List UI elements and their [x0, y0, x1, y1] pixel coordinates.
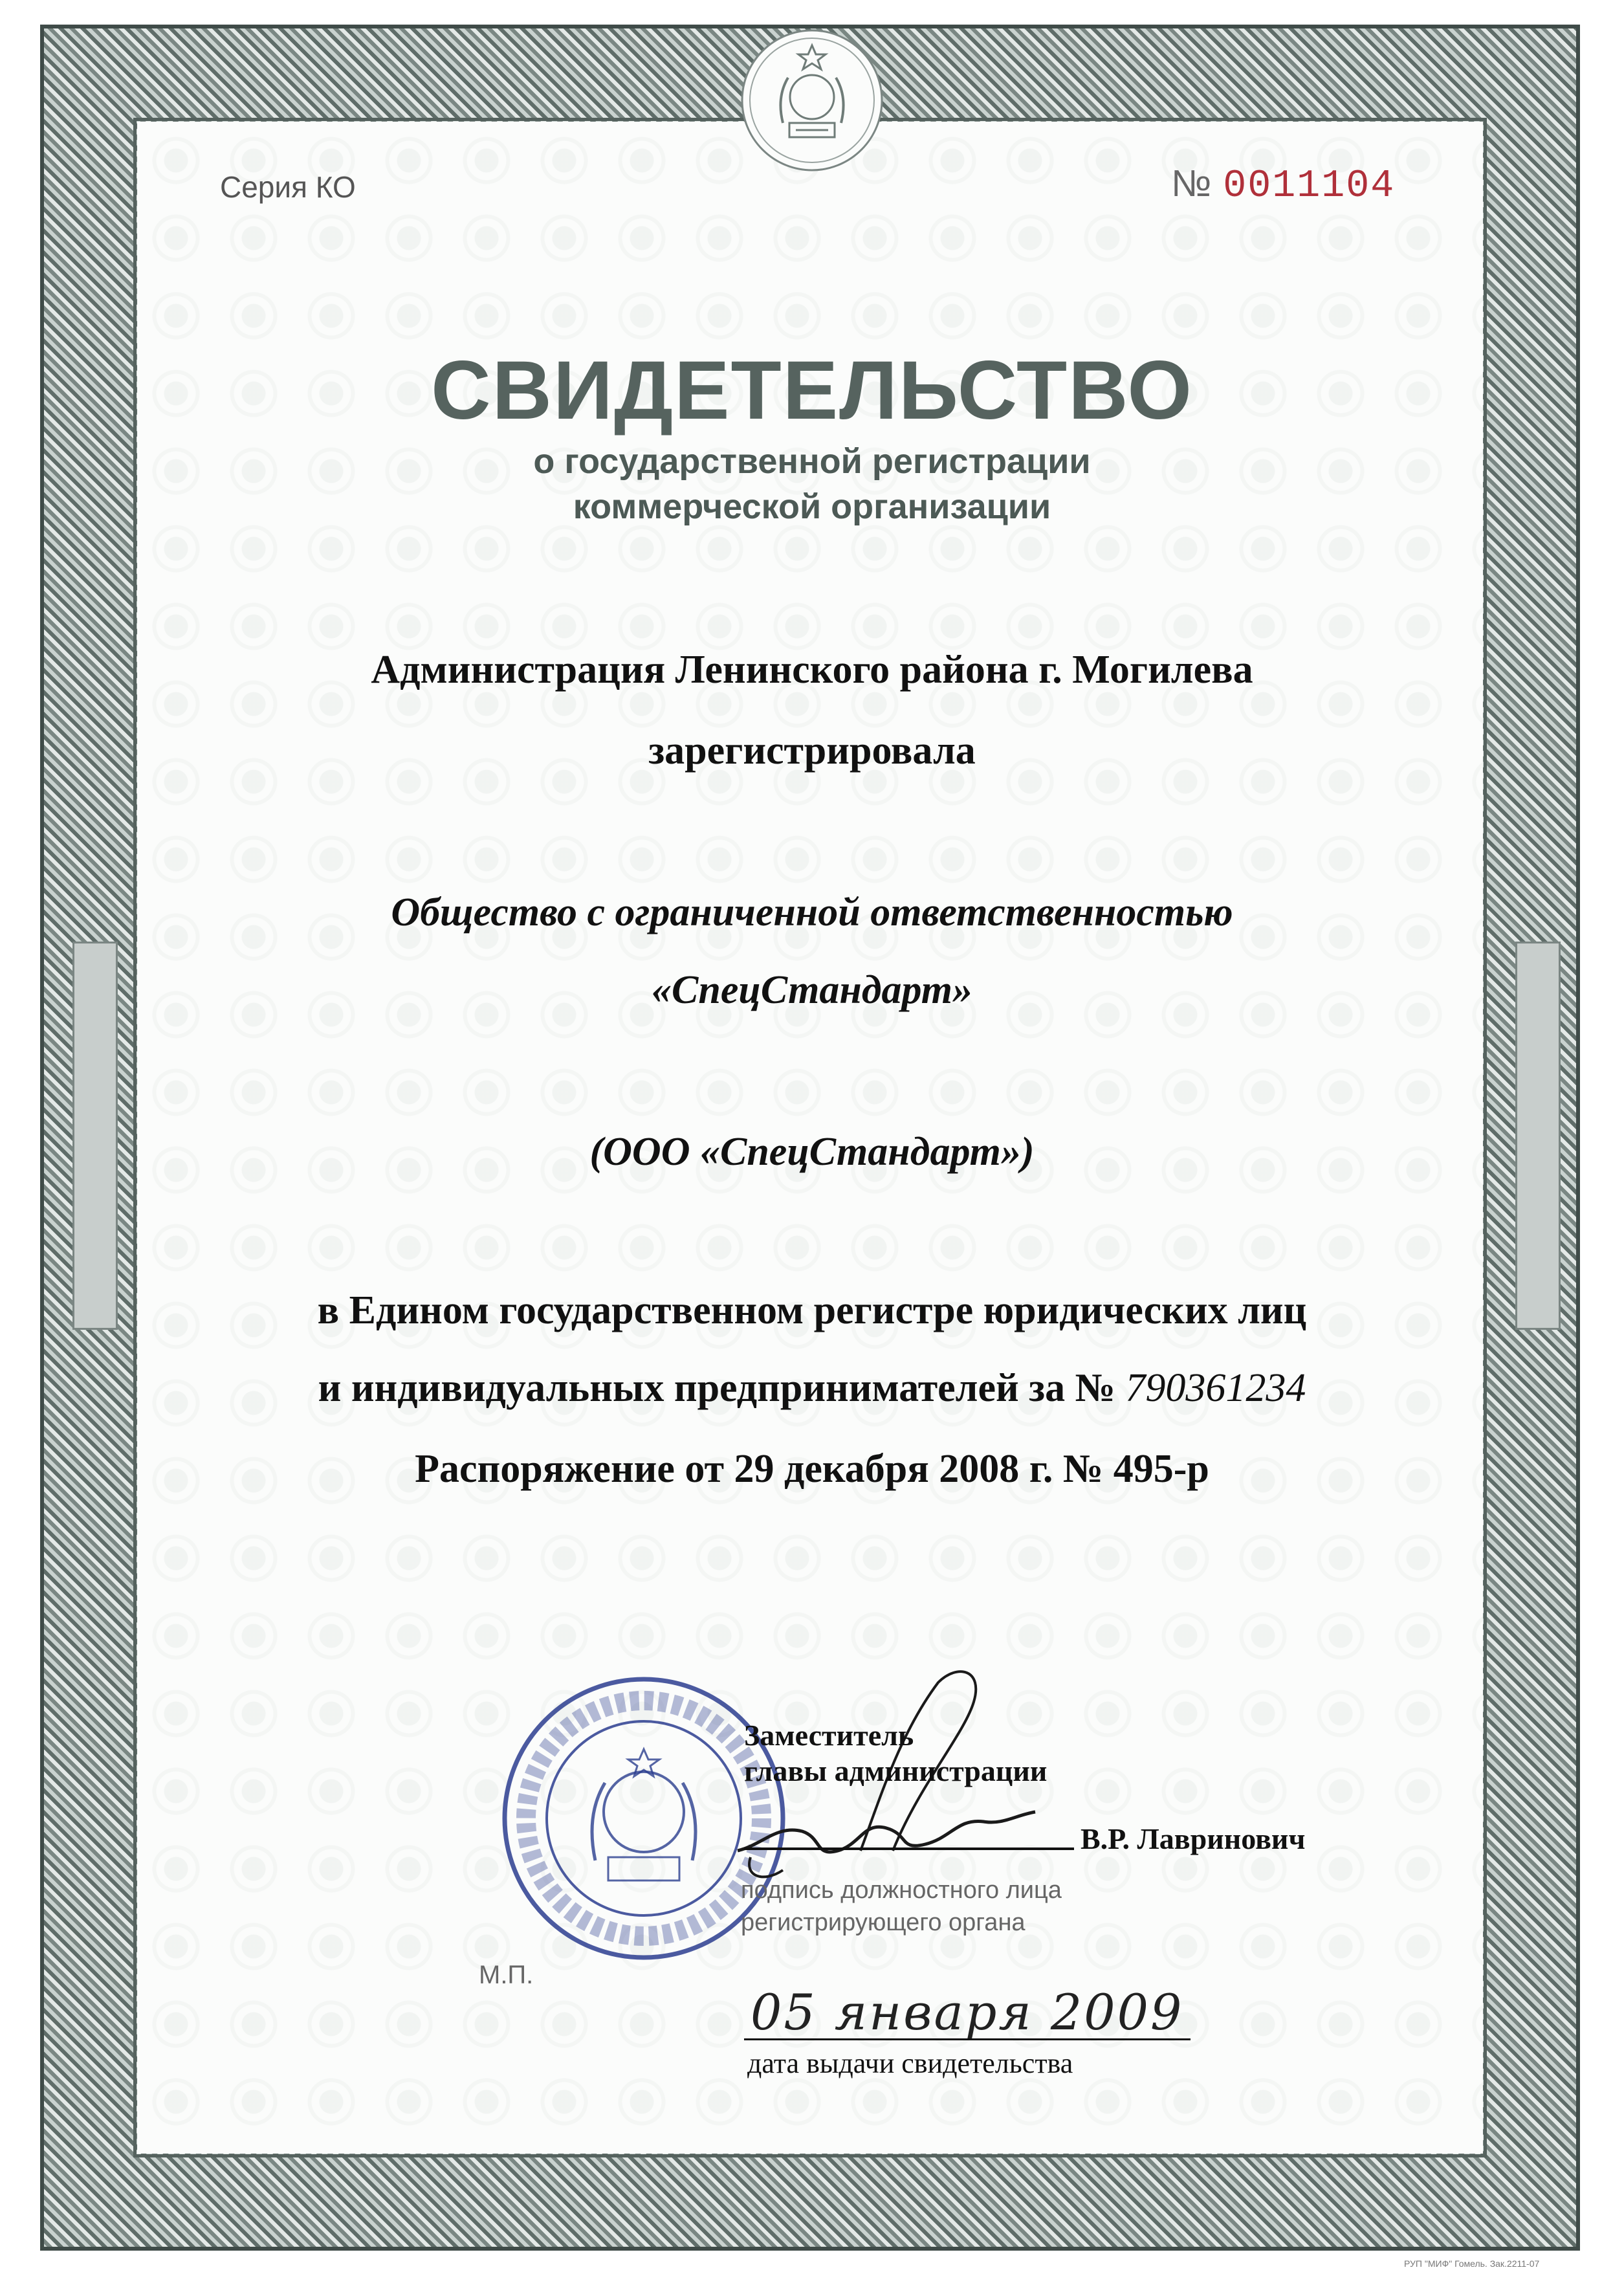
signer-name: В.Р. Лавринович: [1081, 1822, 1306, 1855]
registrar-name: Администрация Ленинского района г. Могилева: [371, 648, 1253, 692]
register-line-1: в Едином государственном регистре юридических лиц: [317, 1288, 1307, 1332]
register-number: 790361234: [1125, 1366, 1306, 1410]
certificate-title: СВИДЕТЕЛЬСТВО: [431, 344, 1193, 437]
certificate-number: 0011104: [1223, 164, 1396, 208]
seal-place-label: М.П.: [479, 1961, 534, 1989]
order-reference: Распоряжение от 29 декабря 2008 г. № 495-р: [415, 1447, 1209, 1491]
signature-caption-2: регистрирующего органа: [741, 1909, 1026, 1936]
signature-line: [744, 1847, 1074, 1850]
signer-position-line-1: Заместитель: [744, 1719, 914, 1752]
registered-verb: зарегистрировала: [648, 729, 976, 773]
organization-short-name: (ООО «СпецСтандарт»): [589, 1130, 1035, 1174]
organization-form: Общество с ограниченной ответственностью: [391, 890, 1233, 934]
state-emblem-icon: [738, 26, 886, 175]
printer-imprint: РУП "МИФ" Гомель. Зак.2211-07: [1404, 2258, 1540, 2269]
certificate-series: Серия КО: [220, 170, 356, 204]
certificate-number-block: [1171, 162, 1395, 208]
organization-name: «СпецСтандарт»: [652, 968, 972, 1012]
signature-caption-1: подпись должностного лица: [741, 1877, 1062, 1904]
issue-date-line: [744, 2038, 1191, 2040]
certificate-subtitle-2: коммерческой организации: [573, 487, 1051, 526]
issue-date-caption: дата выдачи свидетельства: [747, 2047, 1073, 2079]
certificate-subtitle-1: о государственной регистрации: [533, 442, 1091, 481]
register-line-2-text: и индивидуальных предпринимателей за №: [318, 1366, 1115, 1410]
number-label: №: [1171, 162, 1212, 204]
issue-date: 05 января 2009: [751, 1983, 1184, 2041]
signer-position-line-2: главы администрации: [744, 1754, 1048, 1787]
register-line-2: [0, 1365, 1624, 1411]
